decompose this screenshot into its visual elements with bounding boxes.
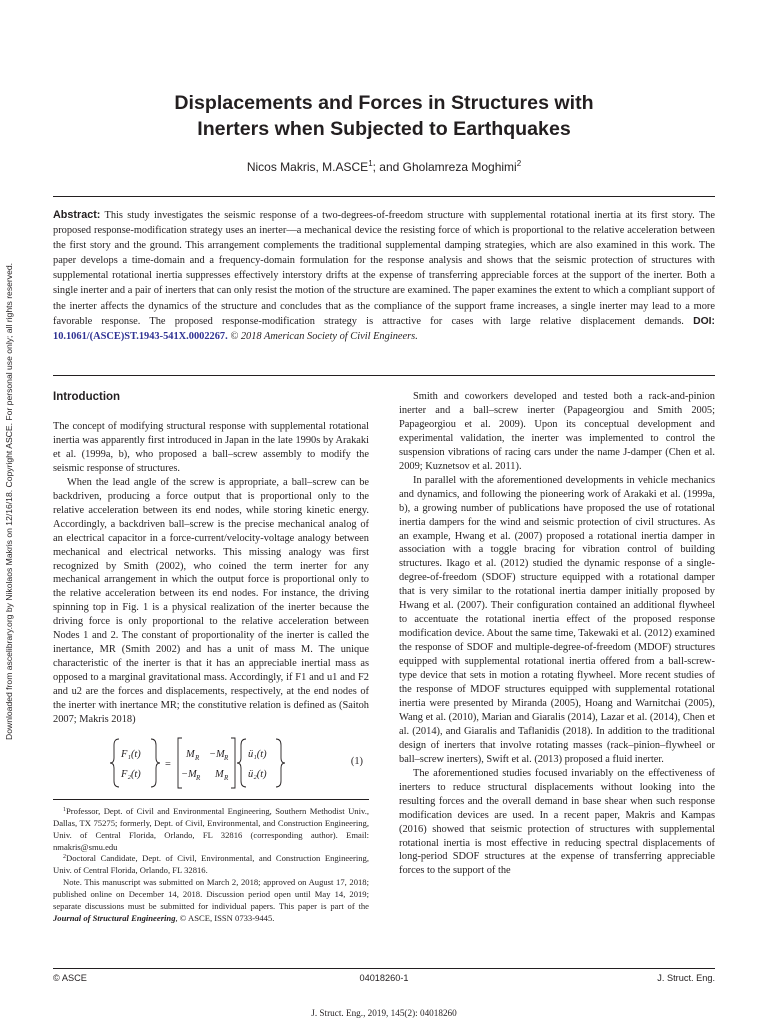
download-notice <box>4 240 18 740</box>
eq-m12-sub: R <box>224 753 229 762</box>
eq-F1: F₁(t) <box>121 748 141 760</box>
author-2-affil: 2 <box>516 159 522 168</box>
title-line-2: Inerters when Subjected to Earthquakes <box>197 118 571 140</box>
intro-paragraph-2: When the lead angle of the screw is appropriate, a ball–screw can be backdriven, producing a force output that is proportional only to the relative acceleration between its end nodes, while storing kinetic energy. Accordingly, a backdriven ball–screw is the precise mechanical analog of an electrical capacitor in a force-current/velocity-voltage analogy between mechanical and electrical networks. This missing analogy was first recognized by Smith (2002), who coined the term inerter for any mechanical arrangement in which the output force is proportional only to the relative acceleration between its end nodes. For instance, the driving spinning top in Fig. 1 is a physical realization of the inerter because the driving force is only proportional to the relative acceleration between Nodes 1 and 2. The constant of proportionality of the inerter is called the inertance, MR (Smith 2002) and has a unit of mass M. The unique characteristic of the inerter is that it has an appreciable inertial mass as opposed to a marginal gravitational mass. Accordingly, if F1 and u1 and F2 and u2 are the forces and displacements, respectively, at the end nodes of the inerter with inertance MR; the constitutive relation is defined as (Saitoh 2007; Makris 2018) <box>53 476 369 726</box>
section-heading-introduction: Introduction <box>53 391 121 403</box>
footer-copyright: © ASCE <box>53 973 87 983</box>
eq-u2: ü₂(t) <box>248 768 267 780</box>
abstract-top-rule <box>53 196 715 197</box>
footer-article-number: 04018260-1 <box>359 973 409 983</box>
equation-1-graphic <box>109 735 309 791</box>
author-1: Nicos Makris, M.ASCE <box>246 160 369 174</box>
doi-link[interactable]: 10.1061/(ASCE)ST.1943-541X.0002267. <box>53 330 228 342</box>
eq-m22-sub: R <box>224 773 229 782</box>
abstract-label: Abstract: <box>53 209 101 221</box>
right-paragraph-1: Smith and coworkers developed and tested both a rack-and-pinion inerter and a ball–screw inerter (Papageorgiou and Smith 2005; Papageorgiou et al. 2009). Upon its conceptual development and experimental validation, the inerter was implemented to control the suspension vibrations of racing cars under the name J-damper (Chen et al. 2009; Kuznetsov et al. 2011). <box>399 391 715 472</box>
eq-m22: M <box>215 768 224 780</box>
eq-m11: M <box>186 748 195 760</box>
eq-m12: −M <box>209 748 225 760</box>
eq-equals: = <box>165 758 171 770</box>
author-line <box>60 160 708 174</box>
right-column <box>399 390 715 878</box>
footnote-2-mark: 2 <box>63 854 66 861</box>
page-citation: J. Struct. Eng., 2019, 145(2): 04018260 <box>311 1008 457 1018</box>
right-paragraph-3: The aforementioned studies focused invariably on the effectiveness of inerters to reduce structural displacements without looking into the resulting forces and the overall demand in base shear when such response modification devices are used. In a recent paper, Makris and Kampas (2016) showed that seismic protection of structures with supplemental rotational inertia is most effective in reducing spectral displacements of long-period SDOF structures at the expense of transferring appreciable forces to the support of the <box>399 767 715 877</box>
footnote-1-mark: 1 <box>63 806 66 813</box>
footer-rule <box>53 968 715 969</box>
left-column <box>53 390 369 924</box>
equation-1 <box>53 735 369 791</box>
abstract-copyright: © 2018 American Society of Civil Engineers. <box>227 330 418 342</box>
equation-number: (1) <box>350 755 363 767</box>
footer-journal: J. Struct. Eng. <box>657 973 715 983</box>
intro-paragraph-1: The concept of modifying structural response with supplemental rotational inertia was apparently first introduced in Japan in the late 1990s by Arakaki et al. (1999a, b), who proposed a ball–screw assembly to modify the seismic response of structures. <box>53 421 369 474</box>
abstract-bottom-rule <box>53 375 715 376</box>
manuscript-note-issn: , © ASCE, ISSN 0733-9445. <box>175 912 275 923</box>
download-notice-text: Downloaded from ascelibrary.org by Nikolaos Makris on 12/16/18. Copyright ASCE. For personal use only; all rights reserved. <box>4 262 14 740</box>
journal-name: Journal of Structural Engineering <box>53 912 176 923</box>
eq-F2: F₂(t) <box>121 768 141 780</box>
eq-m21-sub: R <box>196 773 201 782</box>
footnote-1-text: Professor, Dept. of Civil and Environmental Engineering, Southern Methodist Univ., Dallas, TX 75275; formerly, Dept. of Civil, Environmental, and Construction Engineering, Univ. of Central Florida, Orlando, FL 32816 (corresponding author). Email: nmakris@smu.edu <box>53 805 369 852</box>
manuscript-note-text: Note. This manuscript was submitted on March 2, 2018; approved on August 17, 2018; published online on December 14, 2018. Discussion period open until May 14, 2019; separate discussions must be submitted for individual papers. This paper is part of the <box>53 877 369 911</box>
footnote-2-text: Doctoral Candidate, Dept. of Civil, Environmental, and Construction Engineering, Univ. of Central Florida, Orlando, FL 32816. <box>53 853 369 876</box>
footnote-rule <box>53 799 369 800</box>
author-1-affil: 1 <box>368 159 373 168</box>
footnote-2 <box>53 853 369 877</box>
eq-m21: −M <box>181 768 197 780</box>
title-line-1: Displacements and Forces in Structures with <box>174 92 594 114</box>
abstract <box>53 208 715 344</box>
paper-title <box>60 90 708 142</box>
author-separator: ; and Gholamreza Moghimi <box>372 160 517 174</box>
abstract-text: This study investigates the seismic response of a two-degrees-of-freedom structure with supplemental rotational inertia at its first story. The proposed response-modification strategy uses an inerter—a mechanical device the resisting force of which is proportional to the relative acceleration between the first story and the ground. This arrangement complements the traditional supplemental damping strategies, which are also examined in this work. The paper develops a time-domain and a frequency-domain formulation for the response analysis and shows that the seismic protection of structures with supplemental rotational inertia suppresses effectively interstory drifts at the expense of transferring appreciable forces at the support of the inerter. Both a single inerter and a pair of inerters that can only resist the motion of the structure are examined. The paper examines the extent to which a compliant support of the inerter affects the dynamics of the structure and concludes that as the compliance of the support frame increases, a single inerter may lead to a more favorable response. The proposed response-modification strategy is attractive for cases with large relative displacement demands. <box>53 210 715 327</box>
eq-m11-sub: R <box>195 753 200 762</box>
manuscript-note <box>53 877 369 924</box>
eq-u1: ü₁(t) <box>248 748 267 760</box>
footnote-1 <box>53 806 369 853</box>
doi-label: DOI: <box>693 315 715 327</box>
right-paragraph-2: In parallel with the aforementioned developments in vehicle mechanics and dynamics, and following the pioneering work of Arakaki et al. (1999a, b), a growing number of publications have proposed the use of rotational inertia dampers for the wind and seismic protection of civil structures. As an example, Hwang et al. (2007) proposed a rotational inertia damper in association with a toggle bracing for vibration control of building structures. Ikago et al. (2012) studied the dynamic response of a single-degree-of-freedom (SDOF) structure equipped with a rotational damper that is very similar to the rotational inertia damper initially proposed by Hwang et al. (2007). Their configuration contained an additional flywheel to accentuate the rotational inertia effect of the proposed response modification device. About the same time, Takewaki et al. (2012) examined the response of SDOF and multiple-degree-of-freedom (MDOF) structures equipped with supplemental rotational inertia offered from a ball-screw-type device that sets in motion a rotating flywheel. More recent studies of the response of MDOF structures equipped with supplemental rotational inertia were presented by Miranda (2005), Hoang and Warnitchai (2005), Wang et al. (2010), Marian and Giaralis (2014), Lazar et al. (2014), Chen et al. (2014), and Giaralis and Taflanidis (2018). In addition to the traditional design of inerters that involve rotating masses (rack–pinion–flywheel or ball–screw inerters), Swift et al. (2013) proposed a fluid inerter. <box>399 474 715 765</box>
